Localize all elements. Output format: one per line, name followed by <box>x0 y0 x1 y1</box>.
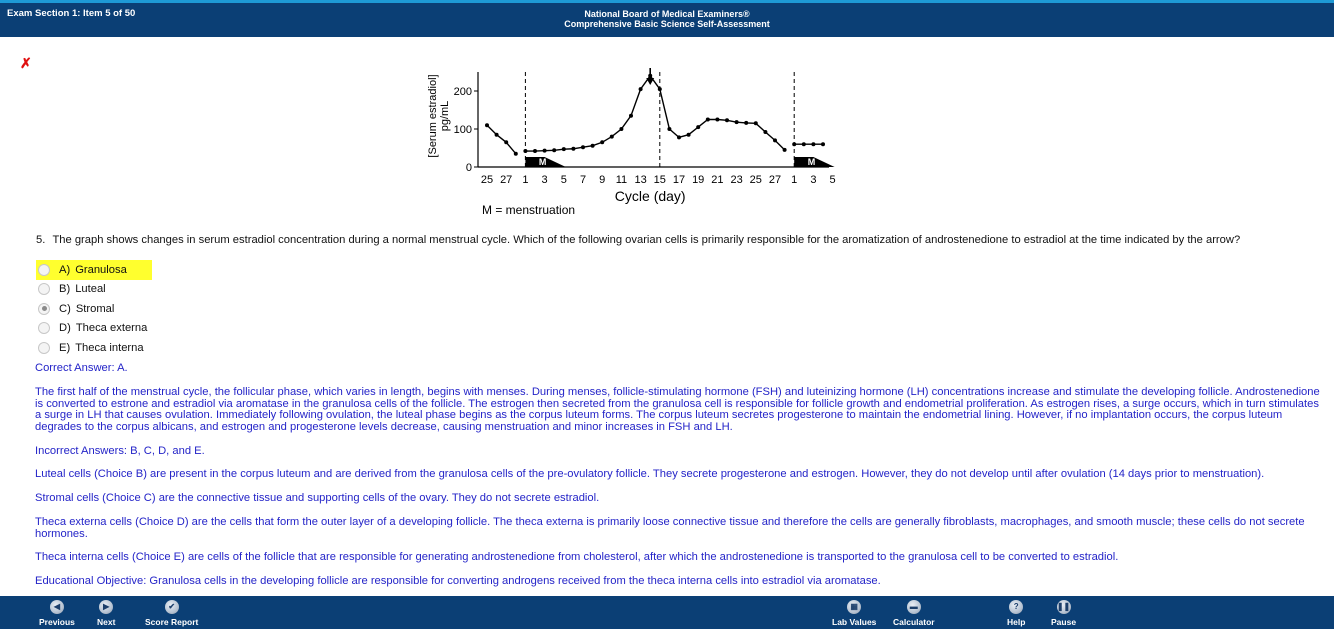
data-point <box>629 114 633 118</box>
data-point <box>763 130 767 134</box>
x-axis-label: Cycle (day) <box>614 188 686 204</box>
data-point <box>514 152 518 156</box>
pause-button[interactable] <box>1051 600 1076 627</box>
data-point <box>773 138 777 142</box>
x-tick-label: 1 <box>791 174 798 186</box>
theca-externa-explanation: Theca externa cells (Choice D) are the cells that form the outer layer of a developing follicle. The theca externa is primarily loose connective tissue and therefore the cells are generally fibroblasts, macrophages, and smooth muscle; these cells do not secrete hormones. <box>35 516 1305 540</box>
x-tick-label: 25 <box>749 174 762 186</box>
data-point <box>811 142 815 146</box>
ovulation-arrow-head <box>646 78 654 85</box>
y-axis-label-units: pg/mL <box>439 100 451 132</box>
data-point <box>821 142 825 146</box>
data-point <box>715 118 719 122</box>
exam-title-line1: National Board of Medical Examiners® <box>584 9 750 19</box>
answer-letter: D) <box>59 322 71 335</box>
explanation-paragraph: The first half of the menstrual cycle, the follicular phase, which varies in length, begins with menses. During menses, follicle-stimulating hormone (FSH) and luteinizing hormone (LH) concentrations increase and stimulate the developing follicle. Androstenedione is converted to estrone and estradiol via aromatase in the granulosa cells of the follicle. The estrogen then secreted from the granulosa cell is responsible for follicle growth and endometrial proliferation. As estrogen rises, a surge occurs, which in turn stimulates a surge in LH that causes ovulation. Immediately following ovulation, the luteal phase begins as the corpus luteum forms. The corpus luteum secretes progesterone to maintain the endometrial lining. However, if no implantation occurs, the corpus luteum degrades to the corpus albicans, and estrogen and progesterone levels decrease, causing menstruation and minor increases in FSH and LH. <box>35 386 1320 433</box>
y-axis-label: [Serum estradiol] <box>427 74 439 158</box>
data-point <box>687 133 691 137</box>
data-point <box>802 142 806 146</box>
x-tick-label: 19 <box>692 174 705 186</box>
flag-marked-icon[interactable]: ✗ <box>20 55 32 71</box>
score-report-button[interactable] <box>145 600 198 627</box>
correct-answer-text: Correct Answer: A. <box>35 362 128 374</box>
answer-option-d[interactable] <box>36 319 152 339</box>
x-tick-label: 27 <box>500 174 513 186</box>
score-report-label: Score Report <box>145 617 199 627</box>
answer-text: Theca interna <box>75 341 144 354</box>
data-point <box>706 118 710 122</box>
data-point <box>562 147 566 151</box>
data-point <box>725 118 729 122</box>
data-point <box>610 135 614 139</box>
menstruation-block-label: M <box>538 157 547 167</box>
data-point <box>600 140 604 144</box>
data-point <box>581 145 585 149</box>
answer-text: Luteal <box>75 283 106 296</box>
x-tick-label: 27 <box>768 174 782 186</box>
radio-button[interactable] <box>38 264 50 276</box>
x-tick-label: 21 <box>711 174 724 186</box>
calculator-icon: ▬ <box>907 600 921 614</box>
question-stem <box>36 234 1326 246</box>
y-tick-label: 200 <box>453 86 472 98</box>
x-tick-label: 3 <box>810 174 817 186</box>
data-point <box>677 135 681 139</box>
menstruation-legend: M = menstruation <box>482 203 576 217</box>
data-point <box>667 127 671 131</box>
x-tick-label: 23 <box>730 174 743 186</box>
next-label: Next <box>97 617 116 627</box>
data-point <box>735 120 739 124</box>
lab-values-icon: ▦ <box>847 600 861 614</box>
lab-values-label: Lab Values <box>832 617 877 627</box>
help-button[interactable] <box>1007 600 1025 627</box>
y-tick-label: 100 <box>453 124 472 136</box>
data-point <box>485 123 489 127</box>
data-point <box>543 149 547 153</box>
radio-button[interactable] <box>38 283 50 295</box>
x-tick-label: 11 <box>615 174 628 186</box>
data-point <box>571 147 575 151</box>
exam-title <box>0 9 1334 29</box>
data-point <box>495 133 499 137</box>
previous-label: Previous <box>39 617 75 627</box>
x-tick-label: 15 <box>653 174 666 186</box>
answer-text: Granulosa <box>75 263 127 276</box>
data-point <box>744 121 748 125</box>
data-point <box>619 127 623 131</box>
question-number: 5. <box>36 234 46 246</box>
help-icon: ? <box>1009 600 1023 614</box>
item-counter: Exam Section 1: Item 5 of 50 <box>7 8 136 19</box>
answer-letter: C) <box>59 302 71 315</box>
x-tick-label: 9 <box>599 174 606 186</box>
theca-interna-explanation: Theca interna cells (Choice E) are cells of the follicle that are responsible for generating androstenedione from cholesterol, after which the androstenedione is transported to the granulosa cell to be converted to estradiol. <box>35 551 1119 563</box>
answer-option-c[interactable] <box>36 299 152 319</box>
calculator-label: Calculator <box>893 617 935 627</box>
help-label: Help <box>1007 617 1026 627</box>
radio-button-selected[interactable] <box>38 303 50 315</box>
x-tick-label: 3 <box>541 174 548 186</box>
x-tick-label: 5 <box>829 174 836 186</box>
bottom-toolbar <box>0 596 1334 629</box>
answer-letter: E) <box>59 341 71 354</box>
x-tick-label: 7 <box>579 174 587 186</box>
x-tick-label: 1 <box>522 174 529 186</box>
data-point <box>792 142 796 146</box>
educational-objective: Educational Objective: Granulosa cells in the developing follicle are responsible for converting androgens received from the theca interna cells into estradiol via aromatase. <box>35 575 881 587</box>
pause-label: Pause <box>1051 617 1077 627</box>
previous-button[interactable] <box>39 600 75 627</box>
exam-title-line2: Comprehensive Basic Science Self-Assessment <box>564 19 770 29</box>
next-button[interactable] <box>97 600 115 627</box>
previous-icon: ◀ <box>50 600 64 614</box>
data-point <box>696 125 700 129</box>
stromal-explanation: Stromal cells (Choice C) are the connective tissue and supporting cells of the ovary. They do not secrete estradiol. <box>35 492 600 504</box>
series-line <box>525 76 784 151</box>
radio-button[interactable] <box>38 322 50 334</box>
data-point <box>658 87 662 91</box>
answer-text: Stromal <box>75 302 115 315</box>
pause-icon: ❚❚ <box>1057 600 1071 614</box>
score-report-icon: ✔ <box>165 600 179 614</box>
radio-button[interactable] <box>38 342 50 354</box>
x-tick-label: 13 <box>634 174 647 186</box>
menstruation-block-label: M <box>807 157 816 167</box>
data-point <box>504 140 508 144</box>
data-point <box>533 149 537 153</box>
x-tick-label: 17 <box>672 174 686 186</box>
answer-letter: B) <box>59 283 71 296</box>
answer-text: Theca externa <box>75 322 148 335</box>
question-text: The graph shows changes in serum estradiol concentration during a normal menstrual cycle. Which of the following ovarian cells is primarily responsible for the aromatization of androstenedione to estradiol at the time indicated by the arrow? <box>52 234 1241 246</box>
lab-values-button[interactable] <box>832 600 876 627</box>
answer-option-e[interactable] <box>36 338 152 358</box>
data-point <box>754 121 758 125</box>
answer-list <box>36 260 152 358</box>
answer-letter: A) <box>59 263 71 276</box>
data-point <box>783 148 787 152</box>
x-tick-label: 25 <box>480 174 494 186</box>
answer-option-a[interactable] <box>36 260 152 280</box>
estradiol-chart <box>420 66 840 221</box>
top-bar <box>0 0 1334 37</box>
data-point <box>523 149 527 153</box>
calculator-button[interactable] <box>893 600 935 627</box>
answer-option-b[interactable] <box>36 280 152 300</box>
data-point <box>639 87 643 91</box>
data-point <box>591 144 595 148</box>
incorrect-answers-text: Incorrect Answers: B, C, D, and E. <box>35 445 205 457</box>
series-line <box>487 125 516 154</box>
next-icon: ▶ <box>99 600 113 614</box>
x-tick-label: 5 <box>560 174 567 186</box>
luteal-explanation: Luteal cells (Choice B) are present in the corpus luteum and are derived from the granulosa cells of the pre-ovulatory follicle. They secrete progesterone and estrogen. However, they do not develop until after ovulation (14 days prior to menstruation). <box>35 468 1265 480</box>
data-point <box>552 148 556 152</box>
y-tick-label: 0 <box>465 162 472 174</box>
